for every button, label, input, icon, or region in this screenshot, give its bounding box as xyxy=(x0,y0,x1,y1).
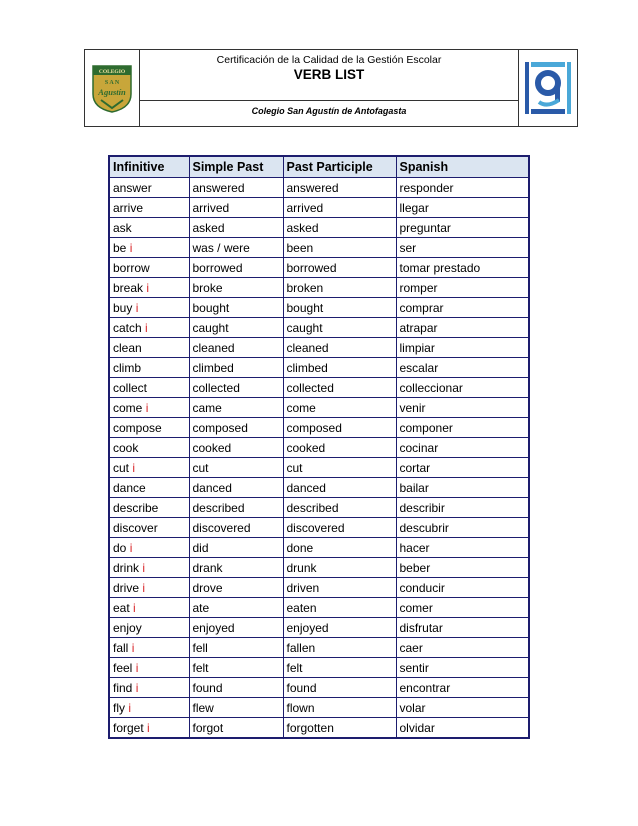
cell-spanish: comprar xyxy=(396,298,529,318)
infinitive-text: drive xyxy=(113,580,140,595)
cell-simple-past: asked xyxy=(189,218,283,238)
cell-past-participle: described xyxy=(283,498,396,518)
cell-spanish: atrapar xyxy=(396,318,529,338)
irregular-marker: i xyxy=(145,320,148,335)
cell-past-participle: composed xyxy=(283,418,396,438)
cell-spanish: llegar xyxy=(396,198,529,218)
cell-past-participle: caught xyxy=(283,318,396,338)
quality-badge-cell xyxy=(518,50,577,126)
irregular-marker: i xyxy=(131,640,135,655)
table-row xyxy=(109,518,529,538)
infinitive-text: compose xyxy=(113,420,162,435)
cell-simple-past: felt xyxy=(189,658,283,678)
cell-infinitive xyxy=(109,718,189,739)
cell-infinitive xyxy=(109,458,189,478)
cell-spanish: conducir xyxy=(396,578,529,598)
cell-past-participle: driven xyxy=(283,578,396,598)
cell-simple-past: composed xyxy=(189,418,283,438)
cell-spanish: venir xyxy=(396,398,529,418)
cell-past-participle: broken xyxy=(283,278,396,298)
cell-simple-past: discovered xyxy=(189,518,283,538)
cell-spanish: preguntar xyxy=(396,218,529,238)
cell-simple-past: bought xyxy=(189,298,283,318)
cell-simple-past: cut xyxy=(189,458,283,478)
column-header-infinitive: Infinitive xyxy=(109,156,189,178)
infinitive-text: enjoy xyxy=(113,620,142,635)
table-row xyxy=(109,398,529,418)
cell-past-participle: been xyxy=(283,238,396,258)
cell-simple-past: arrived xyxy=(189,198,283,218)
cell-past-participle: borrowed xyxy=(283,258,396,278)
cell-spanish: hacer xyxy=(396,538,529,558)
cell-spanish: cortar xyxy=(396,458,529,478)
cell-infinitive xyxy=(109,538,189,558)
irregular-marker: i xyxy=(135,300,139,315)
cell-infinitive xyxy=(109,438,189,458)
table-row xyxy=(109,558,529,578)
table-row xyxy=(109,178,529,198)
cell-simple-past: collected xyxy=(189,378,283,398)
cell-spanish: cocinar xyxy=(396,438,529,458)
cell-spanish: bailar xyxy=(396,478,529,498)
page-title: VERB LIST xyxy=(293,67,365,82)
cell-past-participle: collected xyxy=(283,378,396,398)
irregular-marker: i xyxy=(145,400,149,415)
infinitive-text: arrive xyxy=(113,200,144,215)
cell-past-participle: cleaned xyxy=(283,338,396,358)
cell-infinitive xyxy=(109,418,189,438)
table-row xyxy=(109,278,529,298)
cell-infinitive xyxy=(109,318,189,338)
table-row xyxy=(109,318,529,338)
cell-past-participle: discovered xyxy=(283,518,396,538)
header-divider xyxy=(139,100,519,101)
table-row xyxy=(109,298,529,318)
table-row xyxy=(109,358,529,378)
svg-text:Agustín: Agustín xyxy=(98,87,126,97)
cell-infinitive xyxy=(109,178,189,198)
infinitive-text: eat xyxy=(113,600,130,615)
cell-spanish: describir xyxy=(396,498,529,518)
cell-simple-past: cooked xyxy=(189,438,283,458)
cell-infinitive xyxy=(109,238,189,258)
cell-spanish: comer xyxy=(396,598,529,618)
table-row xyxy=(109,498,529,518)
cell-past-participle: cooked xyxy=(283,438,396,458)
cell-past-participle: bought xyxy=(283,298,396,318)
cell-infinitive xyxy=(109,498,189,518)
verb-table xyxy=(108,155,530,739)
cell-simple-past: cleaned xyxy=(189,338,283,358)
verb-rows xyxy=(109,178,529,739)
cell-infinitive xyxy=(109,258,189,278)
infinitive-text: catch xyxy=(113,320,142,335)
infinitive-text: cut xyxy=(113,460,130,475)
cell-simple-past: ate xyxy=(189,598,283,618)
cell-infinitive xyxy=(109,678,189,698)
irregular-marker: i xyxy=(135,660,139,675)
table-row xyxy=(109,478,529,498)
cell-infinitive xyxy=(109,658,189,678)
cell-infinitive xyxy=(109,298,189,318)
school-logo-cell xyxy=(85,50,140,126)
cell-simple-past: did xyxy=(189,538,283,558)
cell-infinitive xyxy=(109,618,189,638)
cell-spanish: componer xyxy=(396,418,529,438)
cell-past-participle: flown xyxy=(283,698,396,718)
infinitive-text: drink xyxy=(113,560,140,575)
cell-infinitive xyxy=(109,598,189,618)
irregular-marker: i xyxy=(135,680,139,695)
cell-spanish: colleccionar xyxy=(396,378,529,398)
cell-past-participle: eaten xyxy=(283,598,396,618)
cell-past-participle: answered xyxy=(283,178,396,198)
cell-simple-past: caught xyxy=(189,318,283,338)
infinitive-text: come xyxy=(113,400,143,415)
cell-infinitive xyxy=(109,378,189,398)
table-row xyxy=(109,678,529,698)
infinitive-text: describe xyxy=(113,500,159,515)
infinitive-text: forget xyxy=(113,720,144,735)
cell-infinitive xyxy=(109,218,189,238)
infinitive-text: cook xyxy=(113,440,139,455)
cell-simple-past: fell xyxy=(189,638,283,658)
irregular-marker: i xyxy=(128,700,132,715)
cell-simple-past: flew xyxy=(189,698,283,718)
table-row xyxy=(109,258,529,278)
cell-spanish: olvidar xyxy=(396,718,529,739)
cell-simple-past: described xyxy=(189,498,283,518)
cell-infinitive xyxy=(109,278,189,298)
cell-spanish: escalar xyxy=(396,358,529,378)
column-header-simple-past: Simple Past xyxy=(189,156,283,178)
cell-infinitive xyxy=(109,358,189,378)
table-row xyxy=(109,718,529,739)
cell-infinitive xyxy=(109,198,189,218)
cell-past-participle: felt xyxy=(283,658,396,678)
table-row xyxy=(109,658,529,678)
irregular-marker: i xyxy=(142,580,146,595)
infinitive-text: borrow xyxy=(113,260,150,275)
cell-spanish: disfrutar xyxy=(396,618,529,638)
table-row xyxy=(109,618,529,638)
infinitive-text: ask xyxy=(113,220,132,235)
cell-past-participle: arrived xyxy=(283,198,396,218)
school-name: Colegio San Agustín de Antofagasta xyxy=(251,106,407,116)
table-row xyxy=(109,198,529,218)
cell-past-participle: found xyxy=(283,678,396,698)
cell-spanish: sentir xyxy=(396,658,529,678)
quality-certification-badge-icon xyxy=(525,60,571,116)
table-row xyxy=(109,438,529,458)
cell-past-participle: done xyxy=(283,538,396,558)
infinitive-text: clean xyxy=(113,340,142,355)
cell-simple-past: drove xyxy=(189,578,283,598)
column-header-past-participle: Past Participle xyxy=(283,156,396,178)
certification-text: Certificación de la Calidad de la Gestión Escolar xyxy=(216,54,442,66)
irregular-marker: i xyxy=(142,560,146,575)
cell-past-participle: enjoyed xyxy=(283,618,396,638)
cell-infinitive xyxy=(109,338,189,358)
cell-simple-past: borrowed xyxy=(189,258,283,278)
cell-infinitive xyxy=(109,638,189,658)
cell-past-participle: cut xyxy=(283,458,396,478)
cell-past-participle: drunk xyxy=(283,558,396,578)
cell-simple-past: danced xyxy=(189,478,283,498)
table-row xyxy=(109,538,529,558)
cell-past-participle: forgotten xyxy=(283,718,396,739)
table-row xyxy=(109,378,529,398)
cell-simple-past: came xyxy=(189,398,283,418)
table-row xyxy=(109,338,529,358)
infinitive-text: be xyxy=(113,240,127,255)
cell-simple-past: broke xyxy=(189,278,283,298)
svg-text:S A N: S A N xyxy=(104,80,120,86)
cell-simple-past: enjoyed xyxy=(189,618,283,638)
infinitive-text: buy xyxy=(113,300,133,315)
cell-simple-past: climbed xyxy=(189,358,283,378)
infinitive-text: answer xyxy=(113,180,152,195)
cell-spanish: caer xyxy=(396,638,529,658)
document-header xyxy=(84,49,578,127)
infinitive-text: fly xyxy=(113,700,125,715)
cell-spanish: tomar prestado xyxy=(396,258,529,278)
infinitive-text: dance xyxy=(113,480,146,495)
table-row xyxy=(109,638,529,658)
table-row xyxy=(109,218,529,238)
cell-infinitive xyxy=(109,558,189,578)
cell-infinitive xyxy=(109,398,189,418)
cell-past-participle: fallen xyxy=(283,638,396,658)
irregular-marker: i xyxy=(129,540,133,555)
svg-text:COLEGIO: COLEGIO xyxy=(98,69,126,75)
cell-spanish: encontrar xyxy=(396,678,529,698)
cell-simple-past: forgot xyxy=(189,718,283,739)
cell-simple-past: was / were xyxy=(189,238,283,258)
cell-spanish: ser xyxy=(396,238,529,258)
cell-infinitive xyxy=(109,478,189,498)
cell-spanish: romper xyxy=(396,278,529,298)
irregular-marker: i xyxy=(132,460,136,475)
table-row xyxy=(109,698,529,718)
cell-spanish: limpiar xyxy=(396,338,529,358)
irregular-marker: i xyxy=(147,720,150,735)
school-crest-icon xyxy=(91,64,133,114)
column-header-spanish: Spanish xyxy=(396,156,529,178)
infinitive-text: break xyxy=(113,280,144,295)
table-row xyxy=(109,238,529,258)
cell-past-participle: come xyxy=(283,398,396,418)
cell-spanish: volar xyxy=(396,698,529,718)
table-row xyxy=(109,418,529,438)
infinitive-text: discover xyxy=(113,520,158,535)
cell-past-participle: climbed xyxy=(283,358,396,378)
table-row xyxy=(109,598,529,618)
cell-spanish: descubrir xyxy=(396,518,529,538)
cell-infinitive xyxy=(109,578,189,598)
infinitive-text: feel xyxy=(113,660,133,675)
cell-simple-past: drank xyxy=(189,558,283,578)
cell-spanish: responder xyxy=(396,178,529,198)
infinitive-text: do xyxy=(113,540,127,555)
cell-simple-past: found xyxy=(189,678,283,698)
infinitive-text: fall xyxy=(113,640,129,655)
irregular-marker: i xyxy=(129,240,133,255)
irregular-marker: i xyxy=(133,600,136,615)
infinitive-text: find xyxy=(113,680,133,695)
cell-past-participle: danced xyxy=(283,478,396,498)
table-row xyxy=(109,458,529,478)
irregular-marker: i xyxy=(146,280,150,295)
infinitive-text: climb xyxy=(113,360,142,375)
infinitive-text: collect xyxy=(113,380,148,395)
table-header-row xyxy=(109,156,529,178)
cell-infinitive xyxy=(109,698,189,718)
cell-spanish: beber xyxy=(396,558,529,578)
cell-infinitive xyxy=(109,518,189,538)
cell-simple-past: answered xyxy=(189,178,283,198)
table-row xyxy=(109,578,529,598)
cell-past-participle: asked xyxy=(283,218,396,238)
